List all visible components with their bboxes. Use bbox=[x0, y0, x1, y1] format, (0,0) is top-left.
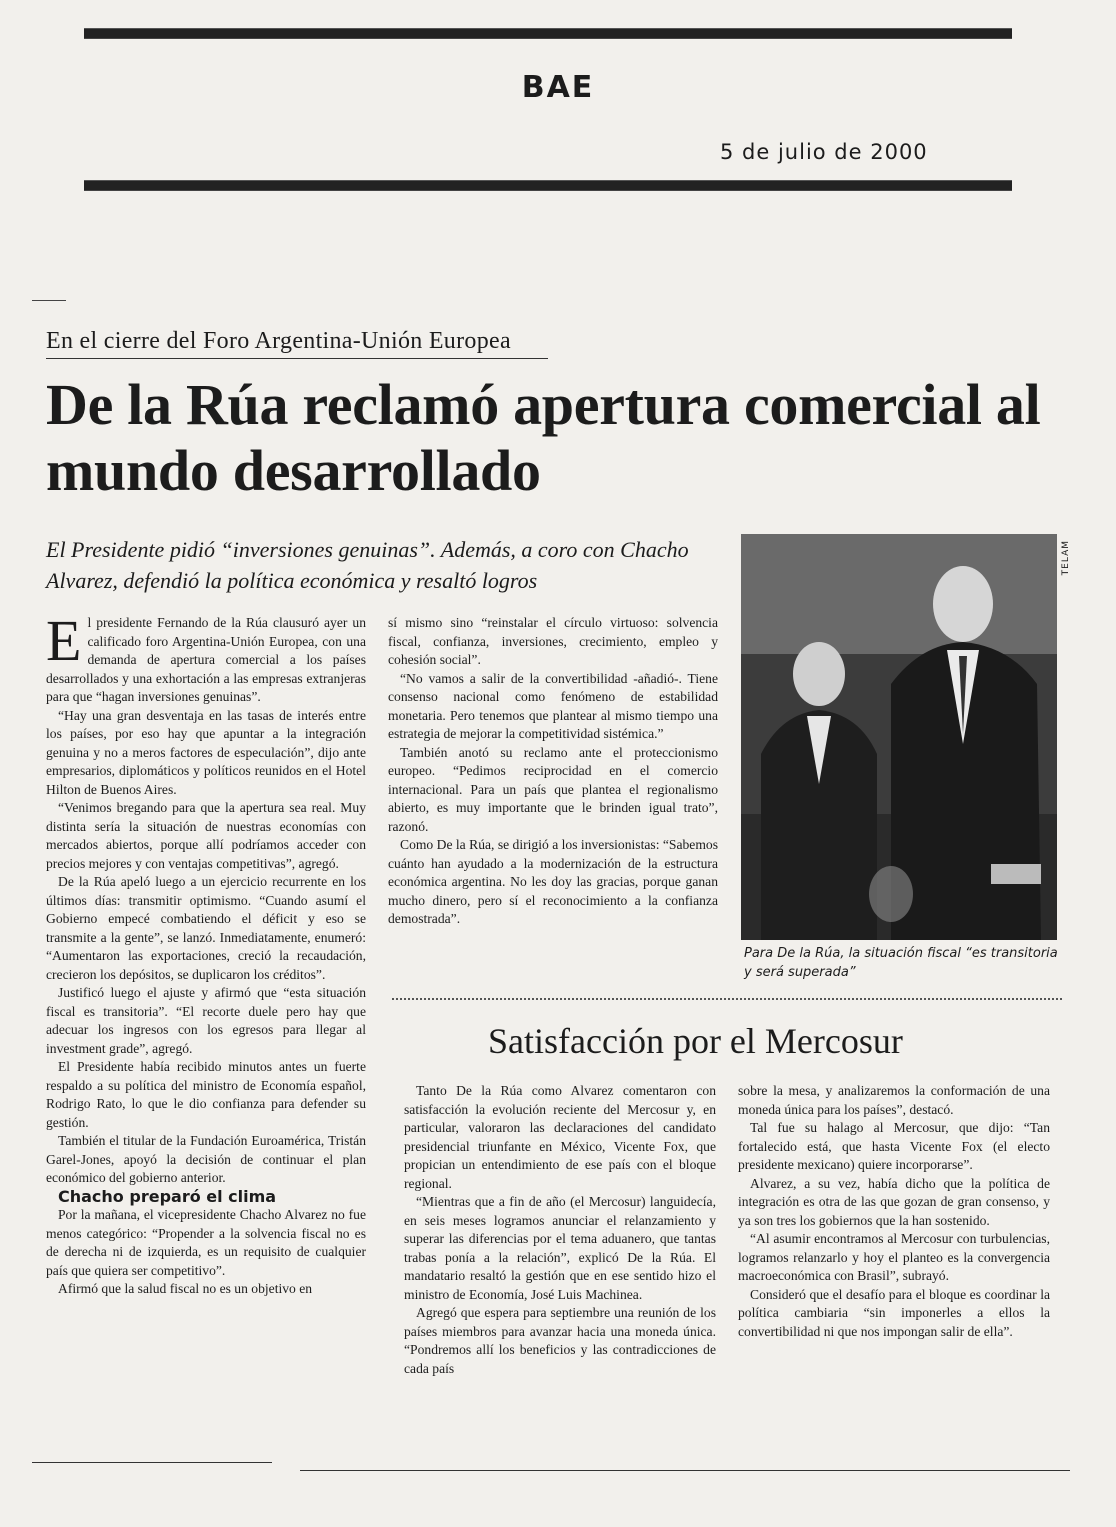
sidebar-title: Satisfacción por el Mercosur bbox=[488, 1021, 903, 1061]
article-paragraph: El presidente Fernando de la Rúa clausuró ayer un calificado foro Argentina-Unión Europea, con una demanda de apertura comercial a los países desarrollados y una exhortación a las empresas extranjeras para que “hagan inversiones genuinas”. bbox=[46, 608, 366, 704]
top-rule bbox=[84, 28, 1012, 39]
sidebar-column-2 bbox=[738, 1082, 1050, 1341]
article-column-1 bbox=[46, 608, 366, 1299]
sidebar-paragraph: Alvarez, a su vez, había dicho que la política de integración es otra de las que gozan de gran consenso, y ya son tres los gobiernos que la han sostenido. bbox=[738, 1175, 1050, 1228]
article-column-2 bbox=[388, 614, 718, 929]
article-paragraph: También el titular de la Fundación Euroamérica, Tristán Garel-Jones, apoyó la decisión de continuar el plan económico del gobierno anterior. bbox=[46, 1133, 366, 1185]
article-paragraph: El Presidente había recibido minutos antes un fuerte respaldo a su política del ministro de Economía español, Rodrigo Rato, lo que le dio confianza para defender su gestión. bbox=[46, 1059, 366, 1130]
bottom-rule-left bbox=[32, 1462, 272, 1463]
publication-date: 5 de julio de 2000 bbox=[720, 140, 928, 164]
subheadline: El Presidente pidió “inversiones genuinas”. Además, a coro con Chacho Alvarez, defendió la política económica y resaltó logros bbox=[46, 537, 689, 593]
news-photo bbox=[741, 534, 1057, 940]
sidebar-paragraph: sobre la mesa, y analizaremos la conformación de una moneda única para los países”, destacó. bbox=[738, 1083, 1050, 1117]
article-paragraph: Justificó luego el ajuste y afirmó que “esta situación fiscal es transitoria”. “El recorte duele pero hay que adecuar los ingresos con los egresos para llegar al investment grade”, agregó. bbox=[46, 985, 366, 1056]
headline: De la Rúa reclamó apertura comercial al mundo desarrollado bbox=[46, 372, 1041, 503]
sidebar-paragraph: “Al asumir encontramos al Mercosur con turbulencias, logramos relanzarlo y hoy el planteo es la convergencia macroeconómica con Brasil”, subrayó. bbox=[738, 1231, 1050, 1283]
photo-credit: TELAM bbox=[1061, 540, 1071, 576]
sidebar-paragraph: Tanto De la Rúa como Alvarez comentaron con satisfacción la evolución reciente del Mercosur y, en particular, valoraron las declaraciones del candidato presidencial triunfante en México, Vicente Fox, que propician un entendimiento de ese país con el bloque regional. bbox=[404, 1083, 716, 1191]
sidebar-paragraph: Agregó que espera para septiembre una reunión de los países miembros para avanzar hacia una moneda única. “Pondremos allí los beneficios y las contradicciones de cada país bbox=[404, 1305, 716, 1376]
article-paragraph: Por la mañana, el vicepresidente Chacho Alvarez no fue menos categórico: “Propender a la solvencia fiscal no es de derecha ni de izquierda, es un requisito de cualquier país que quiera ser competitivo”. bbox=[46, 1207, 366, 1278]
sidebar-paragraph: “Mientras que a fin de año (el Mercosur) languidecía, en seis meses logramos anunciar el relanzamiento y superar las diferencias por el tema aduanero, que tantas trabas ponía a la relación”, explicó De la Rúa. El mandatario resaltó la gestión que en ese sentido hizo el ministro de Economía, José Luis Machinea. bbox=[404, 1194, 716, 1302]
masthead-bottom-rule bbox=[84, 180, 1012, 191]
sidebar-column-1 bbox=[404, 1082, 716, 1378]
kicker: En el cierre del Foro Argentina-Unión Europea bbox=[46, 328, 548, 359]
article-paragraph: De la Rúa apeló luego a un ejercicio recurrente en los últimos días: transmitir optimismo. “Cuando asumí el Gobierno empecé combatiendo el déficit y eso se transmite a la gente”, se lanzó. Inmediatamente, enumeró: “Aumentaron las exportaciones, creció la recaudación, crecieron los depósitos, se duplicaron los créditos”. bbox=[46, 874, 366, 982]
article-paragraph: También anotó su reclamo ante el proteccionismo europeo. “Pedimos reciprocidad en el comercio internacional. Para un país que plantea el regionalismo abierto, es muy importante que le brinden igual trato”, razonó. bbox=[388, 744, 718, 834]
drop-cap: E bbox=[46, 608, 82, 673]
sidebar-divider bbox=[392, 998, 1062, 1000]
masthead: BAE bbox=[521, 70, 595, 105]
bottom-rule-right bbox=[300, 1470, 1070, 1471]
sidebar-paragraph: Consideró que el desafío para el bloque es coordinar la política cambiaria “sin imponerles a ellos la convertibilidad ni que nos impongan salir de ella”. bbox=[738, 1286, 1050, 1339]
article-paragraph: “No vamos a salir de la convertibilidad -añadió-. Tiene consenso nacional como fenómeno de estabilidad monetaria. Pero tenemos que plantear al mismo tiempo una estrategia de mejorar la competitividad sistémica.” bbox=[388, 670, 718, 741]
photo-caption: Para De la Rúa, la situación fiscal “es transitoria y será superada” bbox=[744, 946, 1058, 980]
article-paragraph: “Hay una gran desventaja en las tasas de interés entre los países, por eso hay que apuntar a la integración genuina y no a meros factores de especulación”, dijo ante empresarios, diplomáticos y políticos reunidos en el Hotel Hilton de Buenos Aires. bbox=[46, 707, 366, 797]
article-paragraph: Como De la Rúa, se dirigió a los inversionistas: “Sabemos cuánto han ayudado a la modernización de la estructura económica argentina. No les doy las gracias, porque ganan mucho dinero, pero sí el reconocimiento a la confianza demostrada”. bbox=[388, 837, 718, 926]
article-paragraph: sí mismo sino “reinstalar el círculo virtuoso: solvencia fiscal, confianza, inversiones, crecimiento, empleo y cohesión social”. bbox=[388, 615, 718, 667]
subsection-title: Chacho preparó el clima bbox=[58, 1186, 277, 1206]
section-marker-rule bbox=[32, 300, 66, 301]
sidebar-paragraph: Tal fue su halago al Mercosur, que dijo: “Tan fortalecido está, que hasta Vicente Fox (el electo presidente mexicano) quiere incorporarse”. bbox=[738, 1120, 1050, 1172]
article-paragraph: “Venimos bregando para que la apertura sea real. Muy distinta sería la situación de nuestras economías con mercados abiertos, porque allí podríamos acceder con precios mejores y con ventajas competitivas”, agregó. bbox=[46, 800, 366, 871]
article-paragraph: Afirmó que la salud fiscal no es un objetivo en bbox=[58, 1281, 313, 1296]
